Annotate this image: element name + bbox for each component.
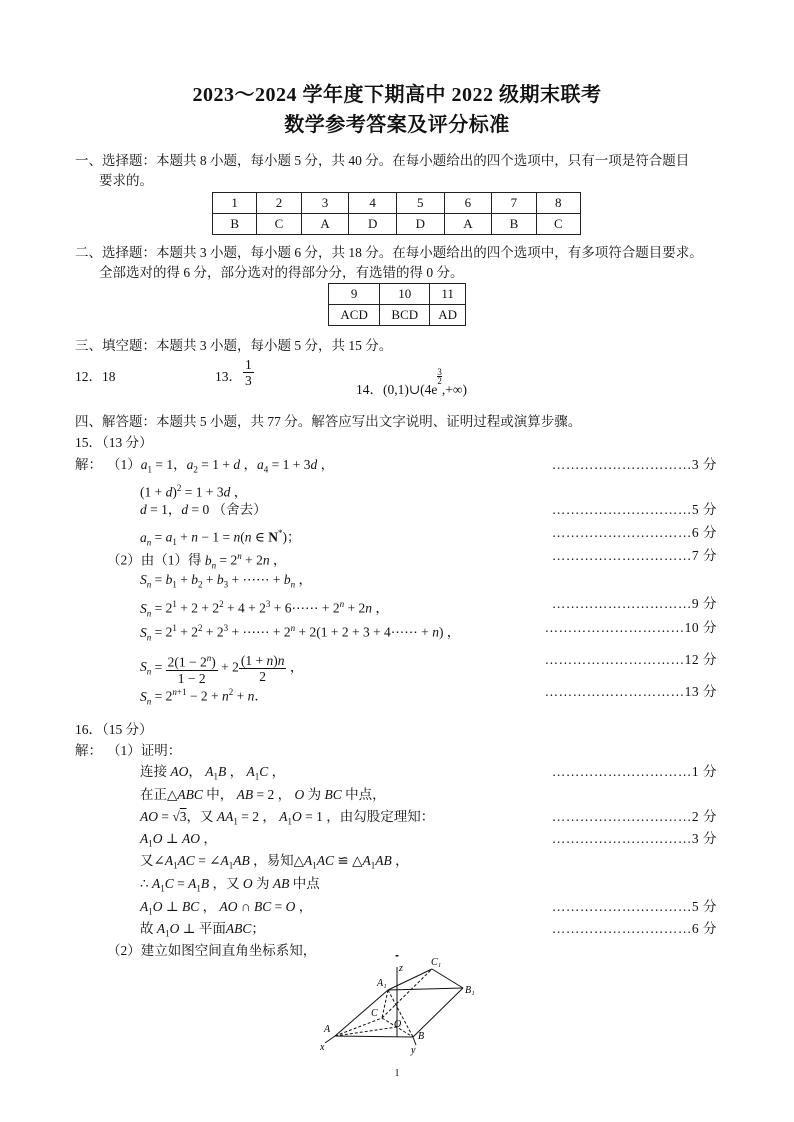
q15-part2-line3: $S_n = 2^1 + 2 + 2^2 + 4 + 2^3$ + 6⋯⋯ + $2^n + 2n$ ， — [140, 599, 389, 619]
y-axis — [413, 1037, 416, 1045]
q15-part2-line1: （2）由（1）得 $b_n = 2^n + 2n$ ， — [107, 551, 287, 571]
paper-subtitle: 数学参考答案及评分标准 — [284, 114, 510, 136]
q14-answer: 14．(0,1)∪(4e $^{\frac{3}{2}}$ ,+∞) — [356, 367, 468, 397]
label-c1: C₁ — [431, 957, 442, 968]
q15-part2-line4: $S_n = 2^1 + 2^2 + 2^3$ + ⋯⋯ + $2^n + 2(1 + 2 + 3$ + 4⋯⋯ + n) ， — [140, 623, 461, 643]
q16-line3: AO = √3，又 $AA_1 = 2$ ， $A_1O = 1$ ，由勾股定理知： — [140, 809, 435, 827]
section2-instructions-cont: 全部选对的得 6 分，部分选对的得部分分，有选错的得 0 分。 — [99, 265, 464, 280]
edge-a1c1 — [388, 969, 432, 990]
answer-cell: B — [213, 214, 257, 235]
q13-fraction: $\frac{1}{3}$ — [245, 357, 252, 388]
q16-line8: 故 $A_1O$ ⊥ 平面ABC； — [140, 921, 265, 939]
prism-coordinate-figure — [310, 955, 490, 1057]
question-number-cell: 10 — [380, 284, 430, 305]
q15-score-6: …………………………10 分 — [544, 620, 717, 635]
q15-score-8: …………………………13 分 — [544, 684, 717, 699]
q15-score-2: …………………………5 分 — [551, 502, 717, 517]
q16-solution-label: 解： — [75, 743, 102, 758]
section1-instructions: 一、选择题：本题共 8 小题，每小题 5 分，共 40 分。在每小题给出的四个选项中，只有一项是符合题目 — [75, 153, 690, 168]
q16-score-2: …………………………2 分 — [551, 809, 717, 824]
q16-score-5: …………………………6 分 — [551, 921, 717, 936]
edge-a1b1 — [388, 988, 463, 990]
edge-c1b1 — [432, 969, 463, 988]
q15-score-7: …………………………12 分 — [544, 652, 717, 667]
answer-cell: BCD — [380, 305, 430, 326]
q15-part1-line4: $a_n = a_1 + n - 1 = n(n$ ∈ N*)； — [140, 528, 301, 548]
page-number: 1 — [394, 1068, 400, 1079]
label-y: y — [411, 1045, 416, 1056]
q16-part1-label: （1）证明： — [107, 743, 182, 758]
q16-score-3: …………………………3 分 — [551, 831, 717, 846]
q15-part1-line2: $(1 + d)^2 = 1 + 3d$ ， — [140, 483, 248, 500]
x-axis — [325, 1036, 335, 1043]
answer-cell: D — [349, 214, 397, 235]
question-number-cell: 5 — [396, 193, 444, 214]
question-number-cell: 8 — [536, 193, 580, 214]
q15-solution-label: 解： — [75, 457, 102, 472]
answer-cell: C — [257, 214, 301, 235]
label-b: B — [418, 1031, 425, 1042]
q16-header: 16．（15 分） — [75, 722, 153, 737]
q15-score-4: …………………………7 分 — [551, 548, 717, 563]
label-b1: B₁ — [465, 985, 475, 996]
q15-part2-line2: $S_n = b_1 + b_2 + b_3$ + ⋯⋯ + $b_n$ ， — [140, 572, 312, 590]
question-number-cell: 3 — [301, 193, 349, 214]
q16-line6: ∴ $A_1C = A_1B$ ，又 O 为 AB 中点 — [140, 876, 320, 894]
label-c: C — [371, 1008, 378, 1019]
q16-line5: 又$\angle A_1AC$ = $\angle A_1AB$ ，易知$\triangle A_1AC$ ≌ $\triangle A_1AB$ ， — [140, 853, 409, 871]
question-number-cell: 9 — [329, 284, 380, 305]
multi-choice-answer-table — [328, 283, 466, 326]
section3-instructions: 三、填空题：本题共 3 小题，每小题 5 分，共 15 分。 — [75, 338, 393, 353]
label-a1: A₁ — [377, 978, 387, 989]
label-a: A — [324, 1024, 331, 1035]
question-number-cell: 7 — [492, 193, 536, 214]
edge-bb1 — [413, 988, 463, 1037]
section1-instructions-cont: 要求的。 — [99, 173, 153, 188]
q16-part2-line1: （2）建立如图空间直角坐标系知， — [107, 943, 317, 958]
answer-cell: AD — [430, 305, 466, 326]
q15-part2-line6: $S_n = 2^{n+1} - 2 + n^2 + n$． — [140, 687, 268, 707]
label-z: z — [399, 963, 403, 974]
q15-part2-line5: $S_n$ = $\frac{2(1 - 2^n)}{1 - 2}$ + 2 $\frac{(1 + n)n}{2}$ ， — [140, 652, 304, 686]
q15-score-5: …………………………9 分 — [551, 596, 717, 611]
q15-part1-line3: d = 1，d = 0 （舍去） — [140, 502, 267, 517]
label-x: x — [320, 1042, 325, 1053]
q16-line2: 在正△ABC 中， AB = 2 ， O 为 BC 中点， — [140, 787, 386, 802]
q12-answer: 12．18 — [75, 369, 116, 384]
question-number-cell: 6 — [444, 193, 492, 214]
section4-instructions: 四、解答题：本题共 5 小题，共 77 分。解答应写出文字说明、证明过程或演算步骤。 — [75, 414, 582, 429]
q15-score-3: …………………………6 分 — [551, 525, 717, 540]
q13-label: 13． — [215, 369, 242, 384]
edge-cc1 — [382, 969, 432, 1018]
question-number-cell: 11 — [430, 284, 466, 305]
section2-instructions: 二、选择题：本题共 3 小题，每小题 6 分，共 18 分。在每小题给出的四个选项中，有多项符合题目要求。 — [75, 245, 703, 260]
q15-score-1: …………………………3 分 — [551, 457, 717, 472]
q16-line4: $A_1O$ ⊥ AO ， — [140, 831, 217, 849]
q15-header: 15．（13 分） — [75, 435, 153, 450]
answer-cell: D — [396, 214, 444, 235]
answer-cell: C — [536, 214, 580, 235]
edge-ab — [335, 1036, 413, 1037]
question-number-cell: 1 — [213, 193, 257, 214]
choice-answer-table — [212, 192, 581, 235]
q16-line1: 连接 AO， $A_1B$ ， $A_1C$ ， — [140, 764, 286, 782]
q16-score-4: …………………………5 分 — [551, 899, 717, 914]
paper-title: 2023～2024 学年度下期高中 2022 级期末联考 — [192, 84, 602, 106]
answer-cell: ACD — [329, 305, 380, 326]
label-o: O — [394, 1019, 402, 1030]
q16-score-1: …………………………1 分 — [551, 764, 717, 779]
q16-line7: $A_1O$ ⊥ BC ， AO ∩ BC = O ， — [140, 899, 313, 917]
question-number-cell: 2 — [257, 193, 301, 214]
answer-cell: A — [444, 214, 492, 235]
q15-part1-line1: $(1)a_1 = 1$，$a_2 = 1 + d$ ，$a_4 = 1 + 3d$ ， — [107, 457, 335, 475]
answer-cell: A — [301, 214, 349, 235]
answer-cell: B — [492, 214, 536, 235]
edge-ac — [335, 1018, 382, 1036]
question-number-cell: 4 — [349, 193, 397, 214]
